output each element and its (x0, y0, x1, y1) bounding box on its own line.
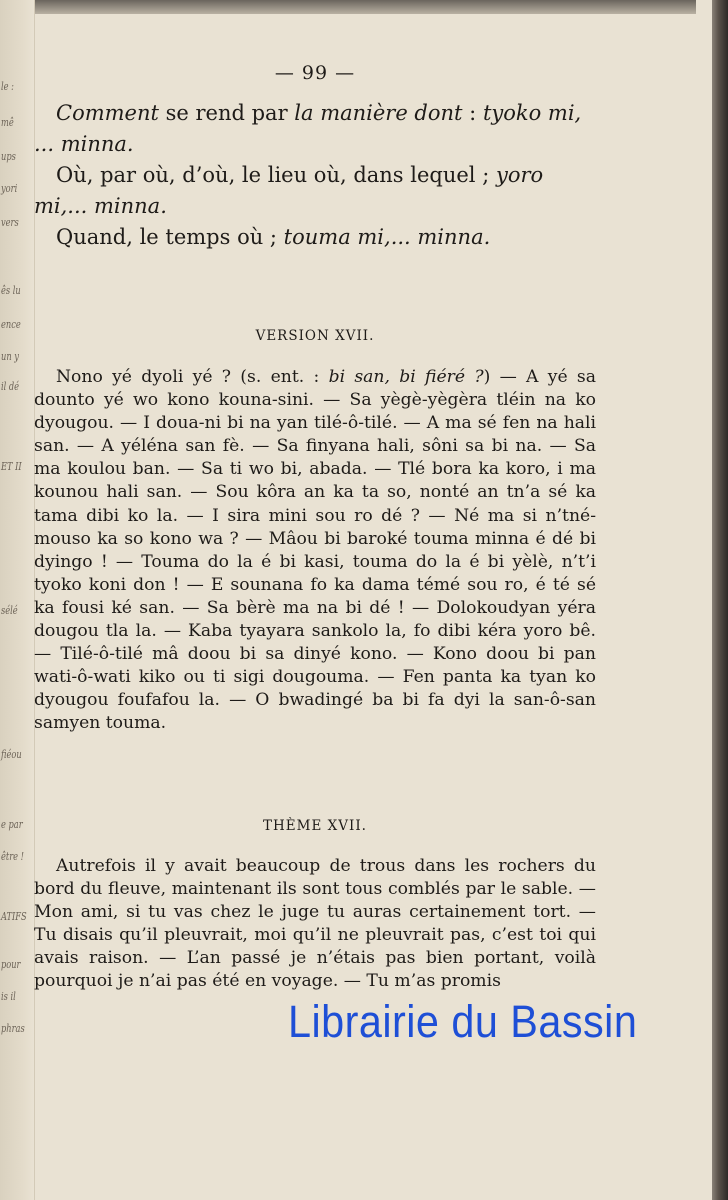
page-content (34, 62, 596, 992)
margin-fragment: ATIFS (1, 910, 27, 923)
intro-block (34, 98, 596, 253)
watermark: Librairie du Bassin (288, 996, 638, 1047)
margin-fragment: être ! (1, 850, 24, 863)
margin-fragment: e par (1, 818, 23, 831)
intro-line-quand (34, 222, 596, 253)
version-paragraph (34, 366, 596, 736)
margin-fragment: sélé (1, 604, 18, 617)
margin-fragment: ups (1, 150, 16, 163)
margin-fragment: ET II (1, 460, 22, 473)
intro-em: la manière dont (294, 101, 463, 125)
intro-text: : (462, 101, 483, 125)
margin-fragment: il dé (1, 380, 20, 393)
margin-fragment: mê (1, 116, 14, 129)
margin-fragment: ence (1, 318, 21, 331)
page-number: — 99 — (274, 62, 356, 84)
version-heading: VERSION XVII. (255, 328, 375, 344)
intro-em: touma mi,... minna. (283, 225, 491, 249)
version-text (34, 366, 596, 736)
margin-fragment: phras (1, 1022, 25, 1035)
version-body: ) — A yé sa dounto yé wo kono kouna-sini. — Sa yègè-yègèra tléin na ko dyougou. — I doua-ni bi na yan tilé-ô-tilé. — A ma sé fen na hali san. — A yéléna san fè. — Sa finyana hali, sôni sa bi na. — Sa ma koulou ban. — Sa ti wo bi, abada. — Tlé bora ka koro, i ma kounou hali san. — Sou kôra an ka ta so, nonté an tn’a sé ka tama dibi ko la. — I sira mini sou ro dé ? — Né ma si n’tné-mouso ka so kono wa ? — Mâou bi baroké touma minna é dé bi dyingo ! — Touma do la é bi kasi, touma do la é bi yèlè, n’t’i tyoko koni don ! — E sounana fo ka dama témé sou ro, é té sé ka fousi ké san. — Sa bèrè ma na bi dé ! — Dolokoudyan yéra dougou tla la. — Kaba tyayara sankolo la, fo dibi kéra yoro bê. — Tilé-ô-tilé mâ doou bi sa dinyé kono. — Kono doou bi pan wati-ô-wati kiko ou ti sigi dougouma. — Fen panta ka tyan ko dyougou foufafou la. — O bwadingé ba bi fa dyi la san-ô-san samyen touma. (34, 367, 596, 734)
margin-fragment: pour (1, 958, 21, 971)
intro-text: Où, par où, d’où, le lieu où, dans lequel ; (56, 163, 496, 187)
margin-fragment: fiéou (1, 748, 22, 761)
book-edge (712, 0, 728, 1200)
intro-line-ou (34, 160, 596, 222)
theme-heading: THÈME XVII. (263, 818, 367, 834)
margin-fragment: yori (1, 182, 18, 195)
intro-line-comment (34, 98, 596, 160)
intro-text: Quand, le temps où ; (56, 225, 284, 249)
margin-fragment: un y (1, 350, 19, 363)
theme-text (34, 855, 596, 994)
version-lead-em: bi san, bi fiéré ? (328, 367, 484, 387)
facing-page-margin (0, 0, 35, 1200)
theme-paragraph: Autrefois il y avait beaucoup de trous dans les rochers du bord du fleuve, maintenant ils sont tous comblés par le sable. — Mon ami, si tu vas chez le juge tu auras certainement tort. — Tu disais qu’il pleuvrait, moi qu’il ne pleuvrait pas, c’est toi qui avais raison. — L’an passé je n’étais pas bien portant, voilà pourquoi je n’ai pas été en voyage. — Tu m’as promis (34, 856, 596, 992)
version-lead: Nono yé dyoli yé ? (s. ent. : (56, 367, 329, 387)
margin-fragment: is il (1, 990, 16, 1003)
margin-fragment: vers (1, 216, 19, 229)
intro-em: yoro mi,... minna. (34, 163, 544, 218)
margin-fragment: le : (1, 80, 14, 93)
page-top-shadow (20, 0, 696, 14)
intro-em: tyoko mi, ... minna. (34, 101, 582, 156)
intro-em: Comment (56, 101, 159, 125)
intro-text: se rend par (158, 101, 295, 125)
margin-fragment: ês lu (1, 284, 21, 297)
